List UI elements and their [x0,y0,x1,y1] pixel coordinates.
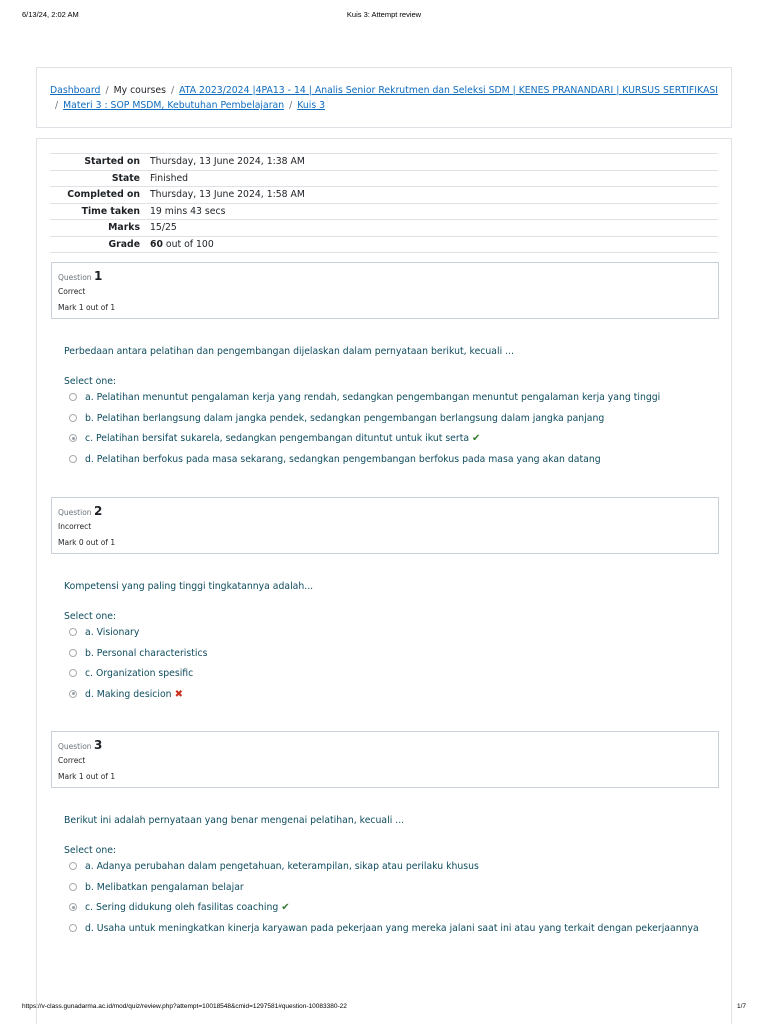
answer-label: b. Melibatkan pengalaman belajar [85,881,244,893]
summary-label: Started on [84,156,140,168]
radio-button-checked[interactable] [69,434,77,442]
breadcrumb-separator: / [171,85,175,96]
question-word: Question [58,742,92,751]
question-number-value: 1 [93,269,103,283]
summary-row [50,187,718,204]
breadcrumb-course-link[interactable]: ATA 2023/2024 |4PA13 - 14 | Analis Senior Rekrutmen dan Seleksi SDM | KENES PRANANDARI | KURSUS SERTIFIKASI [179,85,718,96]
question-number-value: 2 [93,504,103,518]
answer-label: b. Pelatihan berlangsung dalam jangka pendek, sedangkan pengembangan berlangsung dalam jangka panjang [85,412,605,424]
summary-row [50,203,718,220]
summary-label: Completed on [67,189,140,201]
answer-option[interactable] [64,861,714,882]
quiz-review-region [36,138,732,1024]
attempt-summary-table [50,153,718,253]
answer-label: b. Personal characteristics [85,647,208,659]
answer-option-selected[interactable] [64,902,714,923]
question-info-2 [51,497,719,554]
question-info-1 [51,262,719,319]
question-text: Perbedaan antara pelatihan dan pengembangan dijelaskan dalam pernyataan berikut, kecuali ... [64,346,514,357]
breadcrumb-dashboard-link[interactable]: Dashboard [50,85,101,96]
question-mark: Mark 1 out of 1 [58,303,116,312]
radio-button[interactable] [69,862,77,870]
question-text: Berikut ini adalah pernyataan yang benar mengenai pelatihan, kecuali ... [64,815,405,826]
question-info-3 [51,731,719,788]
breadcrumb-separator: / [55,100,59,111]
answer-option-selected[interactable] [64,433,714,454]
answer-option[interactable] [64,454,714,475]
summary-label: Marks [108,222,140,234]
radio-button-checked[interactable] [69,903,77,911]
answer-label: a. Pelatihan menuntut pengalaman kerja yang rendah, sedangkan pengembangan menuntut pengalaman kerja yang tinggi [85,392,661,403]
answer-option[interactable] [64,392,714,413]
radio-button[interactable] [69,883,77,891]
grade-label: Grade [108,238,140,250]
summary-value: Thursday, 13 June 2024, 1:38 AM [150,156,305,168]
question-number [58,738,712,752]
answer-label: c. Organization spesific [85,668,194,679]
cross-icon: ✖ [174,688,183,700]
question-number [58,504,712,518]
breadcrumb-my-courses: My courses [113,85,166,96]
question-number-value: 3 [93,738,103,752]
answer-option[interactable] [64,627,714,648]
question-content-3 [64,815,714,943]
breadcrumb-separator: / [289,100,293,111]
select-one-label: Select one: [64,845,117,856]
answer-option[interactable] [64,923,714,944]
radio-button[interactable] [69,924,77,932]
question-state: Incorrect [58,522,92,531]
breadcrumb-separator: / [105,85,109,96]
breadcrumb [36,67,732,128]
answer-label: a. Adanya perubahan dalam pengetahuan, keterampilan, sikap atau perilaku khusus [85,861,479,872]
question-content-2 [64,581,714,709]
summary-label: State [111,172,140,184]
answer-label: d. Pelatihan berfokus pada masa sekarang, sedangkan pengembangan berfokus pada masa yang akan datang [85,453,601,465]
check-icon: ✔ [281,902,290,913]
summary-value: Thursday, 13 June 2024, 1:58 AM [150,189,305,201]
answer-label: d. Making desicion [85,688,172,700]
summary-value: Finished [150,172,189,184]
summary-label: Time taken [81,205,140,217]
answer-label: c. Pelatihan bersifat sukarela, sedangkan pengembangan dituntut untuk ikut serta [85,433,470,444]
check-icon: ✔ [472,433,481,444]
radio-button[interactable] [69,628,77,636]
grade-out-of: out of 100 [165,238,214,250]
question-mark: Mark 1 out of 1 [58,772,116,781]
radio-button-checked[interactable] [69,690,77,698]
question-content-1 [64,346,714,474]
question-word: Question [58,273,92,282]
radio-button[interactable] [69,455,77,463]
question-text: Kompetensi yang paling tinggi tingkatannya adalah... [64,581,314,592]
answer-option[interactable] [64,413,714,434]
summary-row [50,154,718,171]
summary-value: 19 mins 43 secs [150,205,226,217]
print-footer [22,1003,746,1015]
answer-option[interactable] [64,668,714,689]
answer-option[interactable] [64,648,714,669]
question-word: Question [58,508,92,517]
summary-row [50,220,718,237]
print-page-number: 1/7 [736,1003,746,1010]
question-state: Correct [58,756,86,765]
answer-option[interactable] [64,882,714,903]
grade-value [150,236,718,253]
breadcrumb-section-link[interactable]: Materi 3 : SOP MSDM, Kebutuhan Pembelajaran [63,100,285,111]
radio-button[interactable] [69,393,77,401]
answer-option-selected[interactable] [64,689,714,710]
print-url: https://v-class.gunadarma.ac.id/mod/quiz/review.php?attempt=10018548&cmid=1297581#question-10083380-22 [22,1003,347,1010]
radio-button[interactable] [69,414,77,422]
answer-label: c. Sering didukung oleh fasilitas coaching [85,902,279,913]
question-mark: Mark 0 out of 1 [58,538,116,547]
print-header [22,10,746,22]
print-page-title: Kuis 3: Attempt review [346,10,422,19]
breadcrumb-quiz-link[interactable]: Kuis 3 [297,100,326,111]
summary-value: 15/25 [150,222,177,234]
question-state: Correct [58,287,86,296]
answer-label: a. Visionary [85,627,140,638]
select-one-label: Select one: [64,611,117,622]
question-number [58,269,712,283]
print-datetime: 6/13/24, 2:02 AM [22,10,79,19]
summary-row [50,170,718,187]
grade-score: 60 [150,238,163,250]
radio-button[interactable] [69,669,77,677]
radio-button[interactable] [69,649,77,657]
answer-label: d. Usaha untuk meningkatkan kinerja karyawan pada pekerjaan yang mereka jalani saat ini atau yang terkait dengan pekerjaannya [85,922,699,934]
select-one-label: Select one: [64,376,117,387]
summary-row-grade [50,236,718,253]
